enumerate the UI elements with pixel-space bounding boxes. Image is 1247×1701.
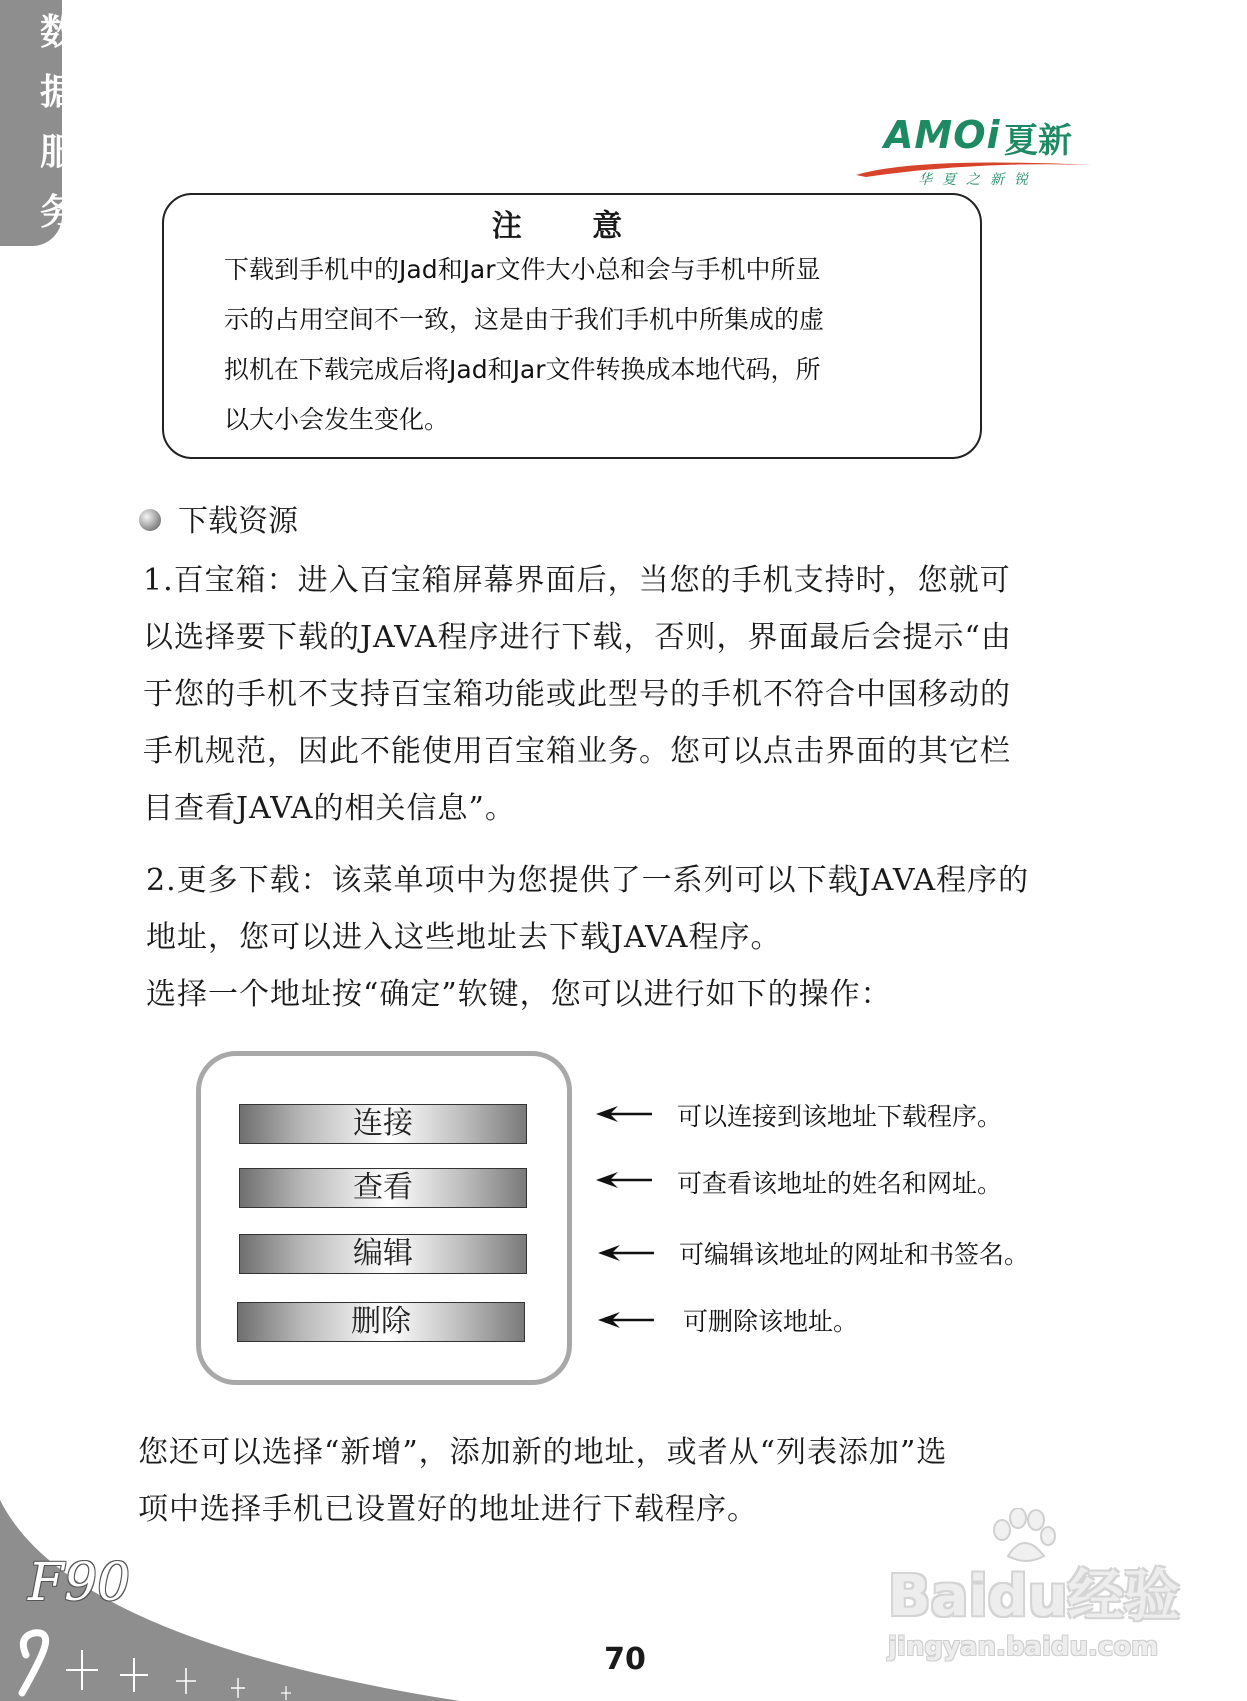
- menu-desc-delete: 可删除该地址。: [683, 1307, 859, 1336]
- side-tab-char: 据: [39, 72, 76, 113]
- arrow-left-icon: [596, 1308, 654, 1332]
- paragraph-line: 以选择要下载的JAVA程序进行下载，否则，界面最后会提示“由: [143, 620, 1012, 655]
- paragraph-line: 项中选择手机已设置好的地址进行下载程序。: [138, 1492, 758, 1527]
- bullet-icon: [139, 509, 161, 531]
- menu-desc-edit: 可编辑该地址的网址和书签名。: [679, 1240, 1030, 1269]
- arrow-left-icon: [596, 1241, 654, 1265]
- page-number: 70: [604, 1642, 646, 1677]
- arrow-left-icon: [594, 1102, 652, 1126]
- paragraph-line: 手机规范，因此不能使用百宝箱业务。您可以点击界面的其它栏: [143, 734, 1011, 769]
- menu-button-label: 编辑: [353, 1236, 413, 1271]
- watermark-brand: Baidu经验: [888, 1564, 1180, 1629]
- baidu-watermark: [880, 1508, 1180, 1668]
- menu-desc-connect: 可以连接到该地址下载程序。: [677, 1102, 1003, 1131]
- side-tab-char: 服: [39, 132, 76, 173]
- paragraph-line: 您还可以选择“新增”，添加新的地址，或者从“列表添加”选: [138, 1435, 948, 1470]
- side-tab-char: 数: [39, 12, 76, 53]
- menu-desc-view: 可查看该地址的姓名和网址。: [677, 1169, 1003, 1198]
- notice-line: 拟机在下载完成后将Jad和Jar文件转换成本地代码，所: [224, 355, 821, 384]
- notice-line: 下载到手机中的Jad和Jar文件大小总和会与手机中所显: [224, 255, 821, 284]
- logo-name: 夏新: [1004, 121, 1072, 161]
- menu-button-label: 连接: [353, 1106, 413, 1141]
- paragraph-line: 地址，您可以进入这些地址去下载JAVA程序。: [146, 920, 782, 955]
- menu-view-button[interactable]: [239, 1168, 527, 1208]
- logo-mark: AMOi: [884, 113, 1001, 157]
- menu-button-label: 查看: [353, 1170, 413, 1205]
- paragraph-more-downloads: [146, 852, 1029, 1023]
- phone-menu-panel: [196, 1051, 572, 1385]
- arrow-left-icon: [594, 1168, 652, 1192]
- section-title: 下载资源: [178, 504, 298, 539]
- paragraph-line: 于您的手机不支持百宝箱功能或此型号的手机不符合中国移动的: [143, 677, 1011, 712]
- notice-line: 示的占用空间不一致，这是由于我们手机中所集成的虚: [224, 305, 825, 334]
- menu-delete-button[interactable]: [237, 1302, 525, 1342]
- side-tab-char: 务: [39, 192, 76, 233]
- notice-text: [224, 245, 914, 445]
- paragraph-line: 选择一个地址按“确定”软键，您可以进行如下的操作：: [146, 977, 892, 1012]
- menu-button-label: 删除: [351, 1304, 411, 1339]
- menu-edit-button[interactable]: [239, 1234, 527, 1274]
- paragraph-line: 2.更多下载：该菜单项中为您提供了一系列可以下载JAVA程序的: [146, 863, 1030, 898]
- watermark-url: jingyan.baidu.com: [888, 1632, 1159, 1662]
- notice-line: 以大小会发生变化。: [224, 405, 450, 434]
- notice-box: [162, 193, 982, 459]
- paragraph-baibaoxiang: [143, 552, 1012, 837]
- amoi-logo: [856, 105, 1096, 195]
- model-label: F90: [28, 1553, 131, 1613]
- paragraph-line: 1.百宝箱：进入百宝箱屏幕界面后，当您的手机支持时，您就可: [143, 563, 1011, 598]
- logo-slogan: 华夏之新锐: [918, 172, 1038, 188]
- menu-connect-button[interactable]: [239, 1104, 527, 1144]
- paragraph-line: 目查看JAVA的相关信息”。: [143, 791, 516, 826]
- notice-title: 注 意: [491, 209, 653, 244]
- section-side-tab: [0, 0, 76, 246]
